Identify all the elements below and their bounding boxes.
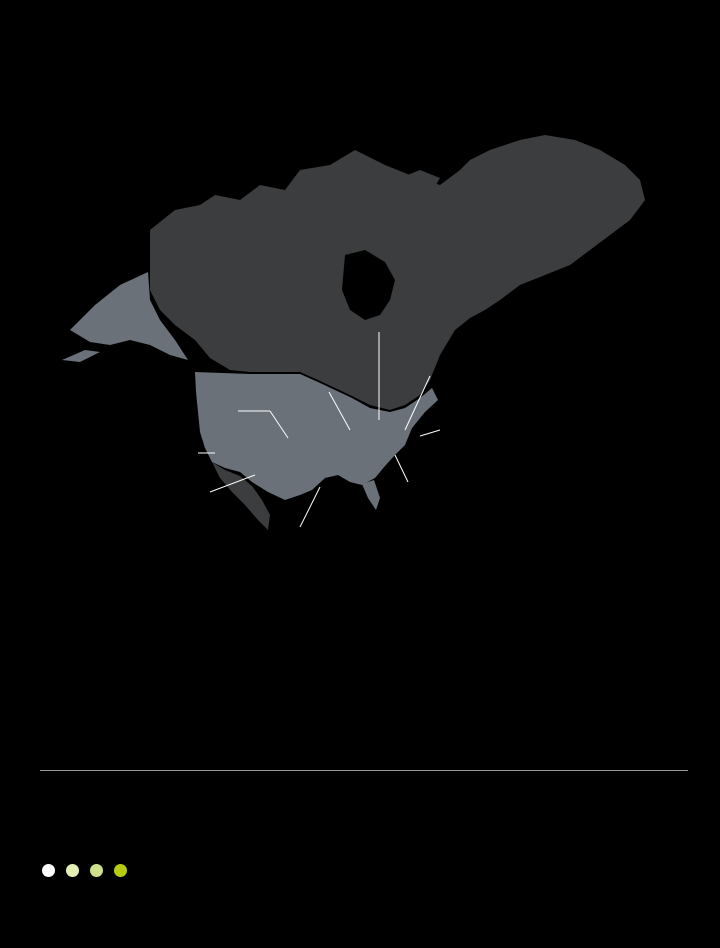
key-dot-5-7-5m	[90, 864, 103, 877]
canada-landmass	[150, 135, 645, 410]
growth-chart	[330, 800, 660, 915]
section-divider	[40, 770, 688, 771]
key-dot-2-5-5m	[66, 864, 79, 877]
key-dot-up-to-2-5m	[42, 864, 55, 877]
key-dot-7-5m-plus	[114, 864, 127, 877]
alaska-peninsula	[62, 350, 100, 362]
florida	[362, 480, 380, 510]
